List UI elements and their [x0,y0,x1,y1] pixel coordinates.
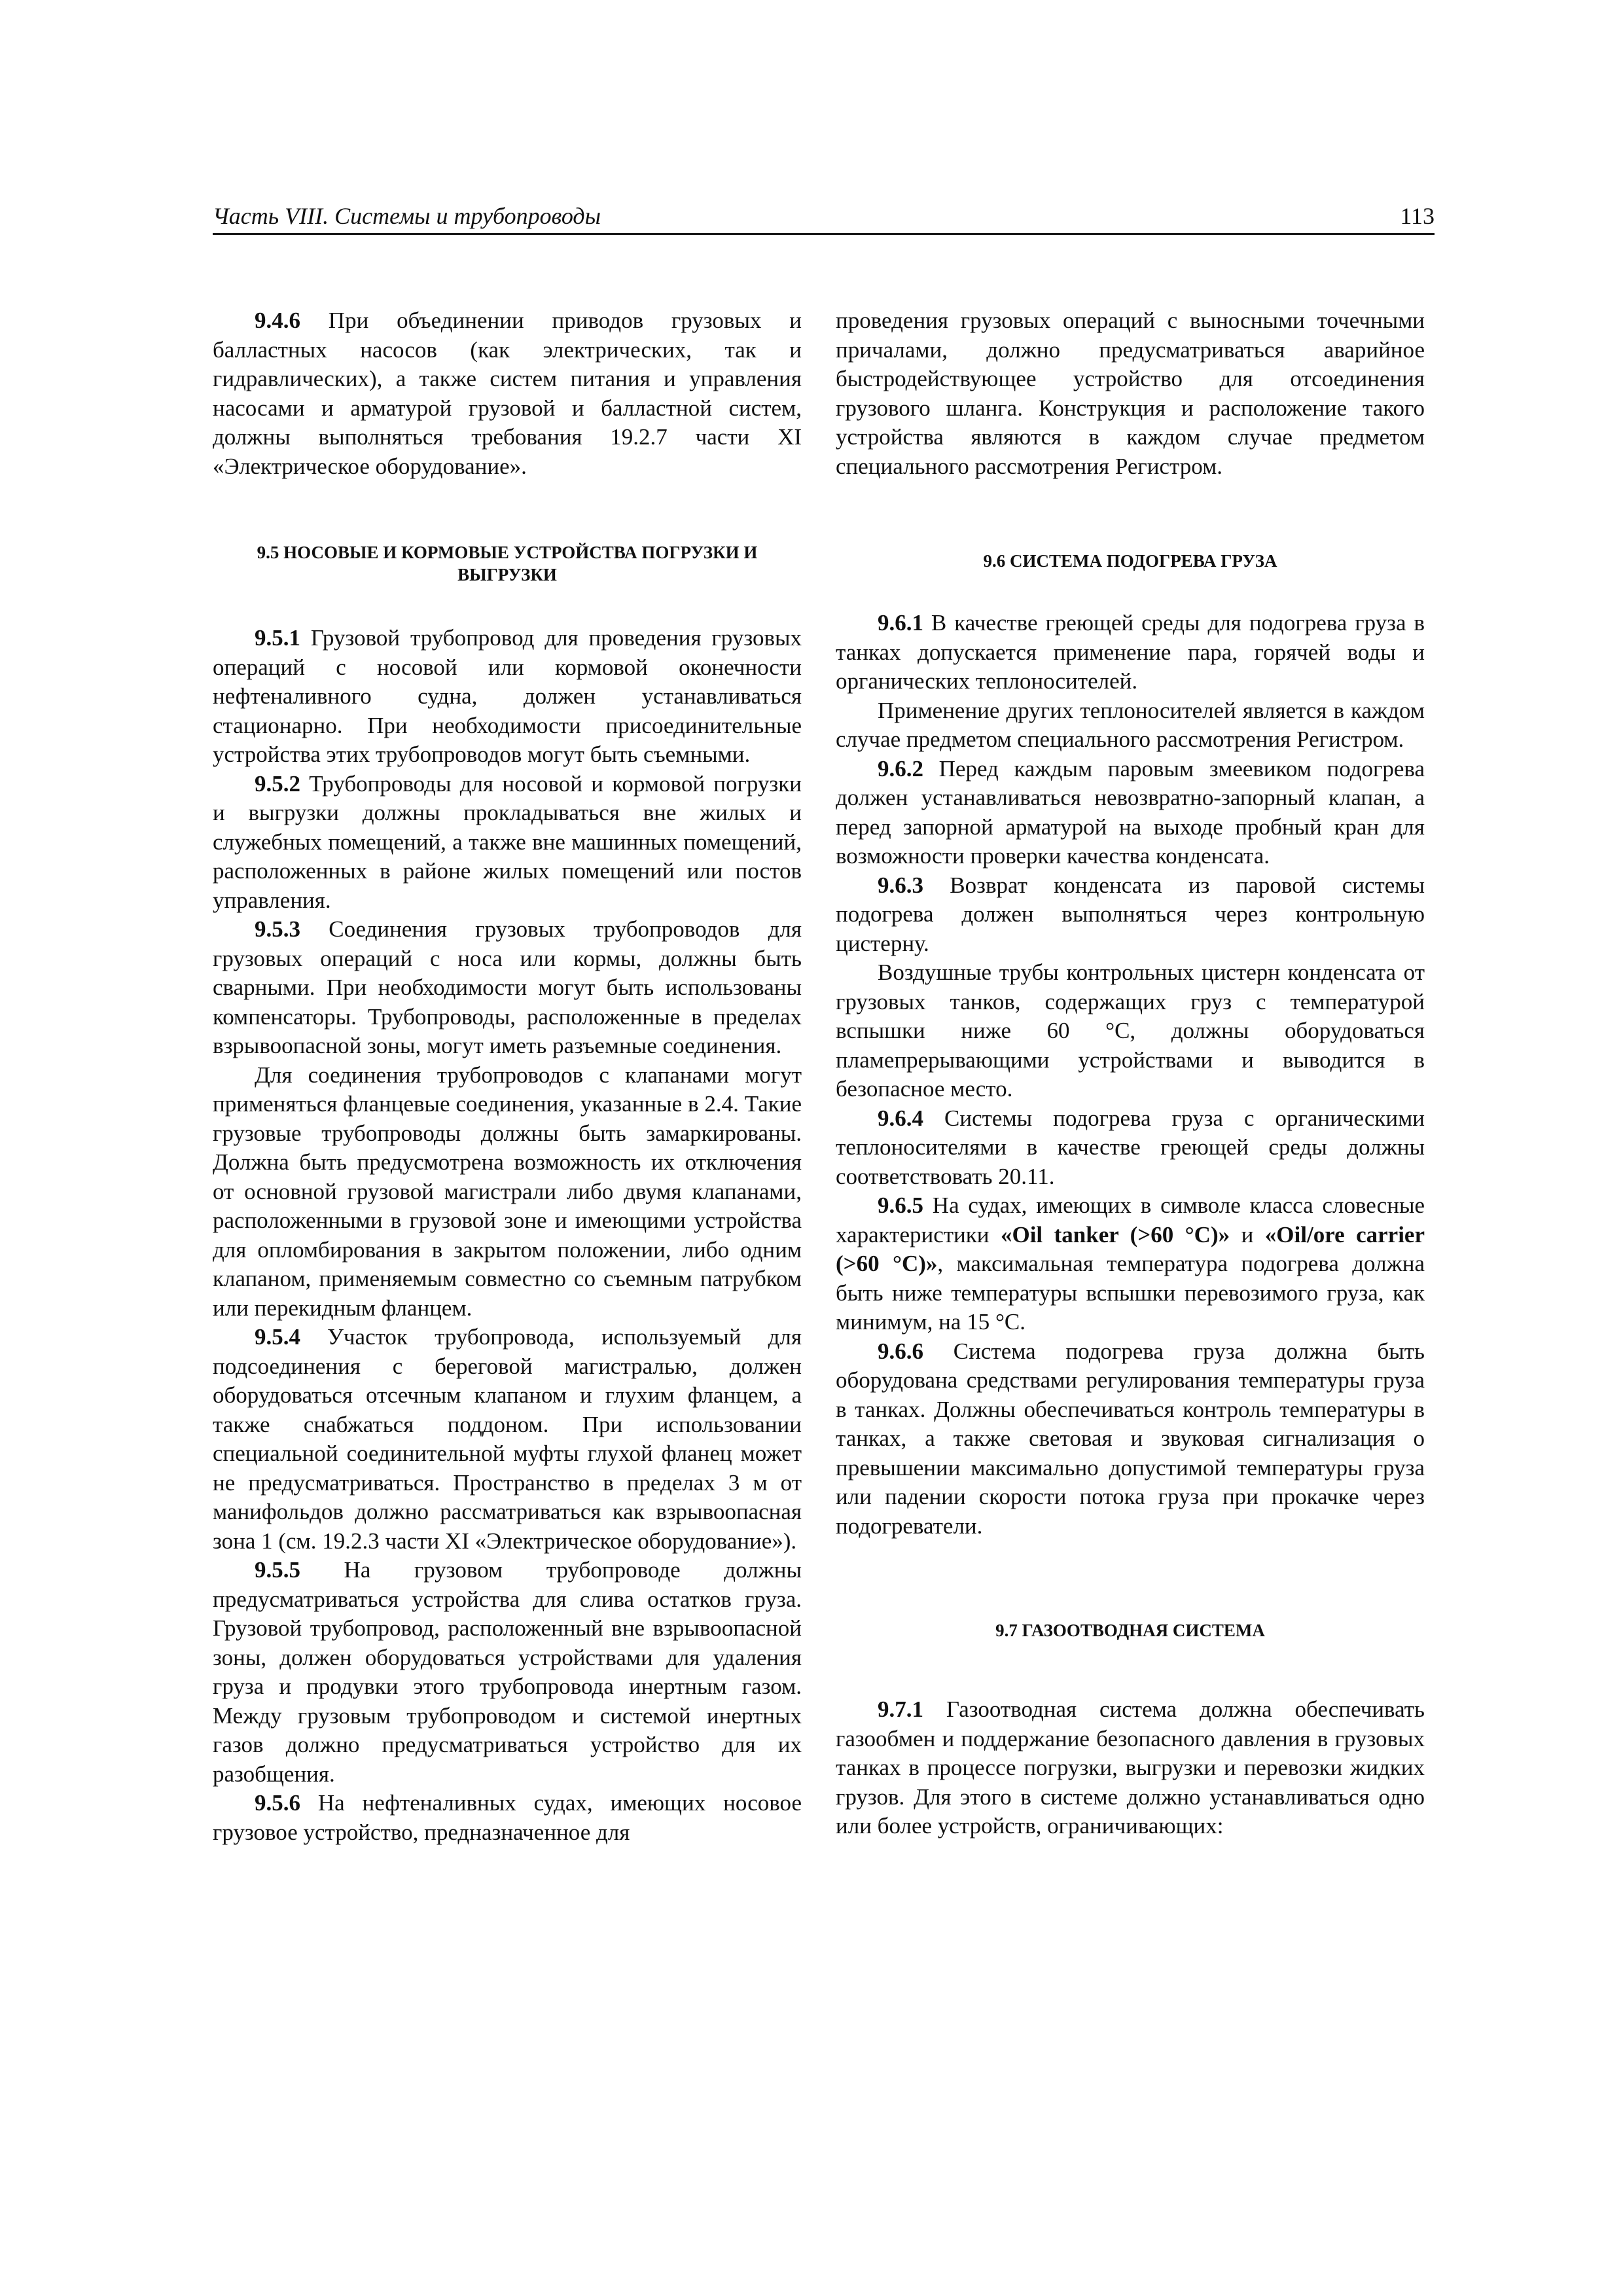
class-notation-term: «Oil tanker (>60 °C)» [1000,1221,1230,1247]
paragraph-text: Трубопроводы для носовой и кормовой погрузки и выгрузки должны прокладываться вне жилых и служебных помещений, а также вне машинных помещений, расположенных в районе жилых помещений или постов управления. [213,770,802,913]
paragraph-9-6-1-continued: Применение других теплоносителей является в каждом случае предметом специального рассмотрения Регистром. [836,697,1425,752]
paragraph-text: Системы подогрева груза с органическими теплоносителями в качестве греющей среды должны соответствовать 20.11. [836,1105,1425,1189]
running-head: Часть VIII. Системы и трубопроводы [213,203,601,229]
class-notation-term: «Oil/ore carrier (>60 °C)» [836,1221,1425,1276]
clause-number: 9.6.3 [878,872,923,898]
clause-number: 9.4.6 [255,308,300,333]
paragraph-9-7-1 [836,1695,1425,1841]
paragraph-9-6-1 [836,609,1425,696]
paragraph-text: Соединения грузовых трубопроводов для грузовых операций с носа или кормы, должны быть сварными. При необходимости могут быть использованы компенсаторы. Трубопроводы, расположенные в пределах взрывоопасной зоны, могут иметь разъемные соединения. [213,916,802,1058]
paragraph-9-6-5 [836,1191,1425,1337]
clause-number: 9.5.6 [255,1790,300,1816]
clause-number: 9.6.2 [878,755,923,781]
paragraph-9-5-3-continued: Для соединения трубопроводов с клапанами могут применяться фланцевые соединения, указанные в 2.4. Такие грузовые трубопроводы должны быть замаркированы. Должна быть предусмотрена возможность их отключения от основной грузовой магистрали либо двумя клапанами, расположенными в грузовой зоне и имеющими устройства для опломбирования в закрытом положении, либо одним клапаном, применяемым совместно со съемным патрубком или перекидным фланцем. [213,1062,802,1321]
left-column [213,306,802,1847]
paragraph-9-6-4 [836,1104,1425,1192]
clause-number: 9.5.3 [255,916,300,942]
clause-number: 9.5.2 [255,770,300,797]
paragraph-text: На грузовом трубопроводе должны предусматриваться устройства для слива остатков груза. Грузовой трубопровод, расположенный вне взрывоопасной зоны, должен оборудоваться устройствами для удаления груза и продувки этого трубопровода инертным газом. Между грузовым трубопроводом и системой инертных газов должно предусматриваться устройство для их разобщения. [213,1557,802,1787]
paragraph-9-5-1 [213,624,802,770]
clause-number: 9.7.1 [878,1696,923,1722]
clause-number: 9.6.6 [878,1338,923,1364]
paragraph-text: На нефтеналивных судах, имеющих носовое грузовое устройство, предназначенное для [213,1790,802,1845]
clause-number: 9.5.1 [255,625,300,651]
paragraph-text: , максимальная температура подогрева должна быть ниже температуры вспышки перевозимого груза, как минимум, на 15 °С. [836,1251,1425,1335]
paragraph-9-5-2 [213,770,802,916]
paragraph-text: На судах, имеющих в символе класса словесные характеристики [836,1193,1425,1247]
paragraph-text: Перед каждым паровым змеевиком подогрева должен устанавливаться невозвратно-запорный клапан, а перед запорной арматурой на выходе пробный кран для возможности проверки качества конденсата. [836,755,1425,869]
section-heading-9-5: 9.5 НОСОВЫЕ И КОРМОВЫЕ УСТРОЙСТВА ПОГРУЗКИ И ВЫГРУЗКИ [257,543,758,584]
paragraph-text: и [1230,1221,1265,1247]
paragraph-9-6-6 [836,1337,1425,1541]
paragraph-text: Грузовой трубопровод для проведения грузовых операций с носовой или кормовой оконечности нефтеналивного судна, должен устанавливаться стационарно. При необходимости присоединительные устройства этих трубопроводов могут быть съемными. [213,625,802,767]
paragraph-9-5-4 [213,1323,802,1556]
paragraph-text: Возврат конденсата из паровой системы подогрева должен выполняться через контрольную цистерну. [836,872,1425,956]
paragraph-9-4-6 [213,306,802,481]
paragraph-text: В качестве греющей среды для подогрева груза в танках допускается применение пара, горячей воды и органических теплоносителей. [836,610,1425,694]
paragraph-9-6-3-continued: Воздушные трубы контрольных цистерн конденсата от грузовых танков, содержащих груз с температурой вспышки ниже 60 °С, должны оборудоваться пламепрерывающими устройствами и выводится в безопасное место. [836,960,1425,1102]
paragraph-text: Газоотводная система должна обеспечивать газообмен и поддержание безопасного давления в грузовых танках в процессе погрузки, выгрузки и перевозки жидких грузов. Для этого в системе должно устанавливаться одно или более устройств, ограничивающих: [836,1696,1425,1839]
clause-number: 9.6.5 [878,1193,923,1218]
clause-number: 9.5.4 [255,1324,300,1350]
paragraph-text: Система подогрева груза должна быть оборудована средствами регулирования температуры груза в танках. Должны обеспечиваться контроль температуры в танках, а также световая и звуковая сигнализация о превышении максимально допустимой температуры груза или падении скорости потока груза при прокачке через подогреватели. [836,1338,1425,1539]
paragraph-9-5-5 [213,1556,802,1789]
paragraph-9-5-3 [213,915,802,1061]
page-number: 113 [1400,203,1435,229]
right-column [836,306,1425,1841]
page-header [213,200,1435,235]
paragraph-9-5-6 [213,1789,802,1847]
section-heading-9-6: 9.6 СИСТЕМА ПОДОГРЕВА ГРУЗА [983,551,1277,571]
clause-number: 9.6.4 [878,1105,923,1131]
paragraph-text: При объединении приводов грузовых и балластных насосов (как электрических, так и гидравлических), а также систем питания и управления насосами и арматурой грузовой и балластной систем, должны выполняться требования 19.2.7 части XI «Электрическое оборудование». [213,308,802,479]
paragraph-9-6-3 [836,871,1425,959]
paragraph-text: Участок трубопровода, используемый для подсоединения с береговой магистралью, должен оборудоваться отсечным клапаном и глухим фланцем, а также снабжаться поддоном. При использовании специальной соединительной муфты глухой фланец может не предусматриваться. Пространство в пределах 3 м от манифольдов должно рассматриваться как взрывоопасная зона 1 (см. 19.2.3 части XI «Электрическое оборудование»). [213,1324,802,1554]
clause-number: 9.5.5 [255,1557,300,1583]
section-heading-9-7: 9.7 ГАЗООТВОДНАЯ СИСТЕМА [995,1621,1265,1640]
paragraph-9-5-6-continued: проведения грузовых операций с выносными точечными причалами, должно предусматриваться аварийное быстродействующее устройство для отсоединения грузового шланга. Конструкция и расположение такого устройства являются в каждом случае предметом специального рассмотрения Регистром. [836,308,1425,479]
paragraph-9-6-2 [836,755,1425,871]
clause-number: 9.6.1 [878,610,923,636]
